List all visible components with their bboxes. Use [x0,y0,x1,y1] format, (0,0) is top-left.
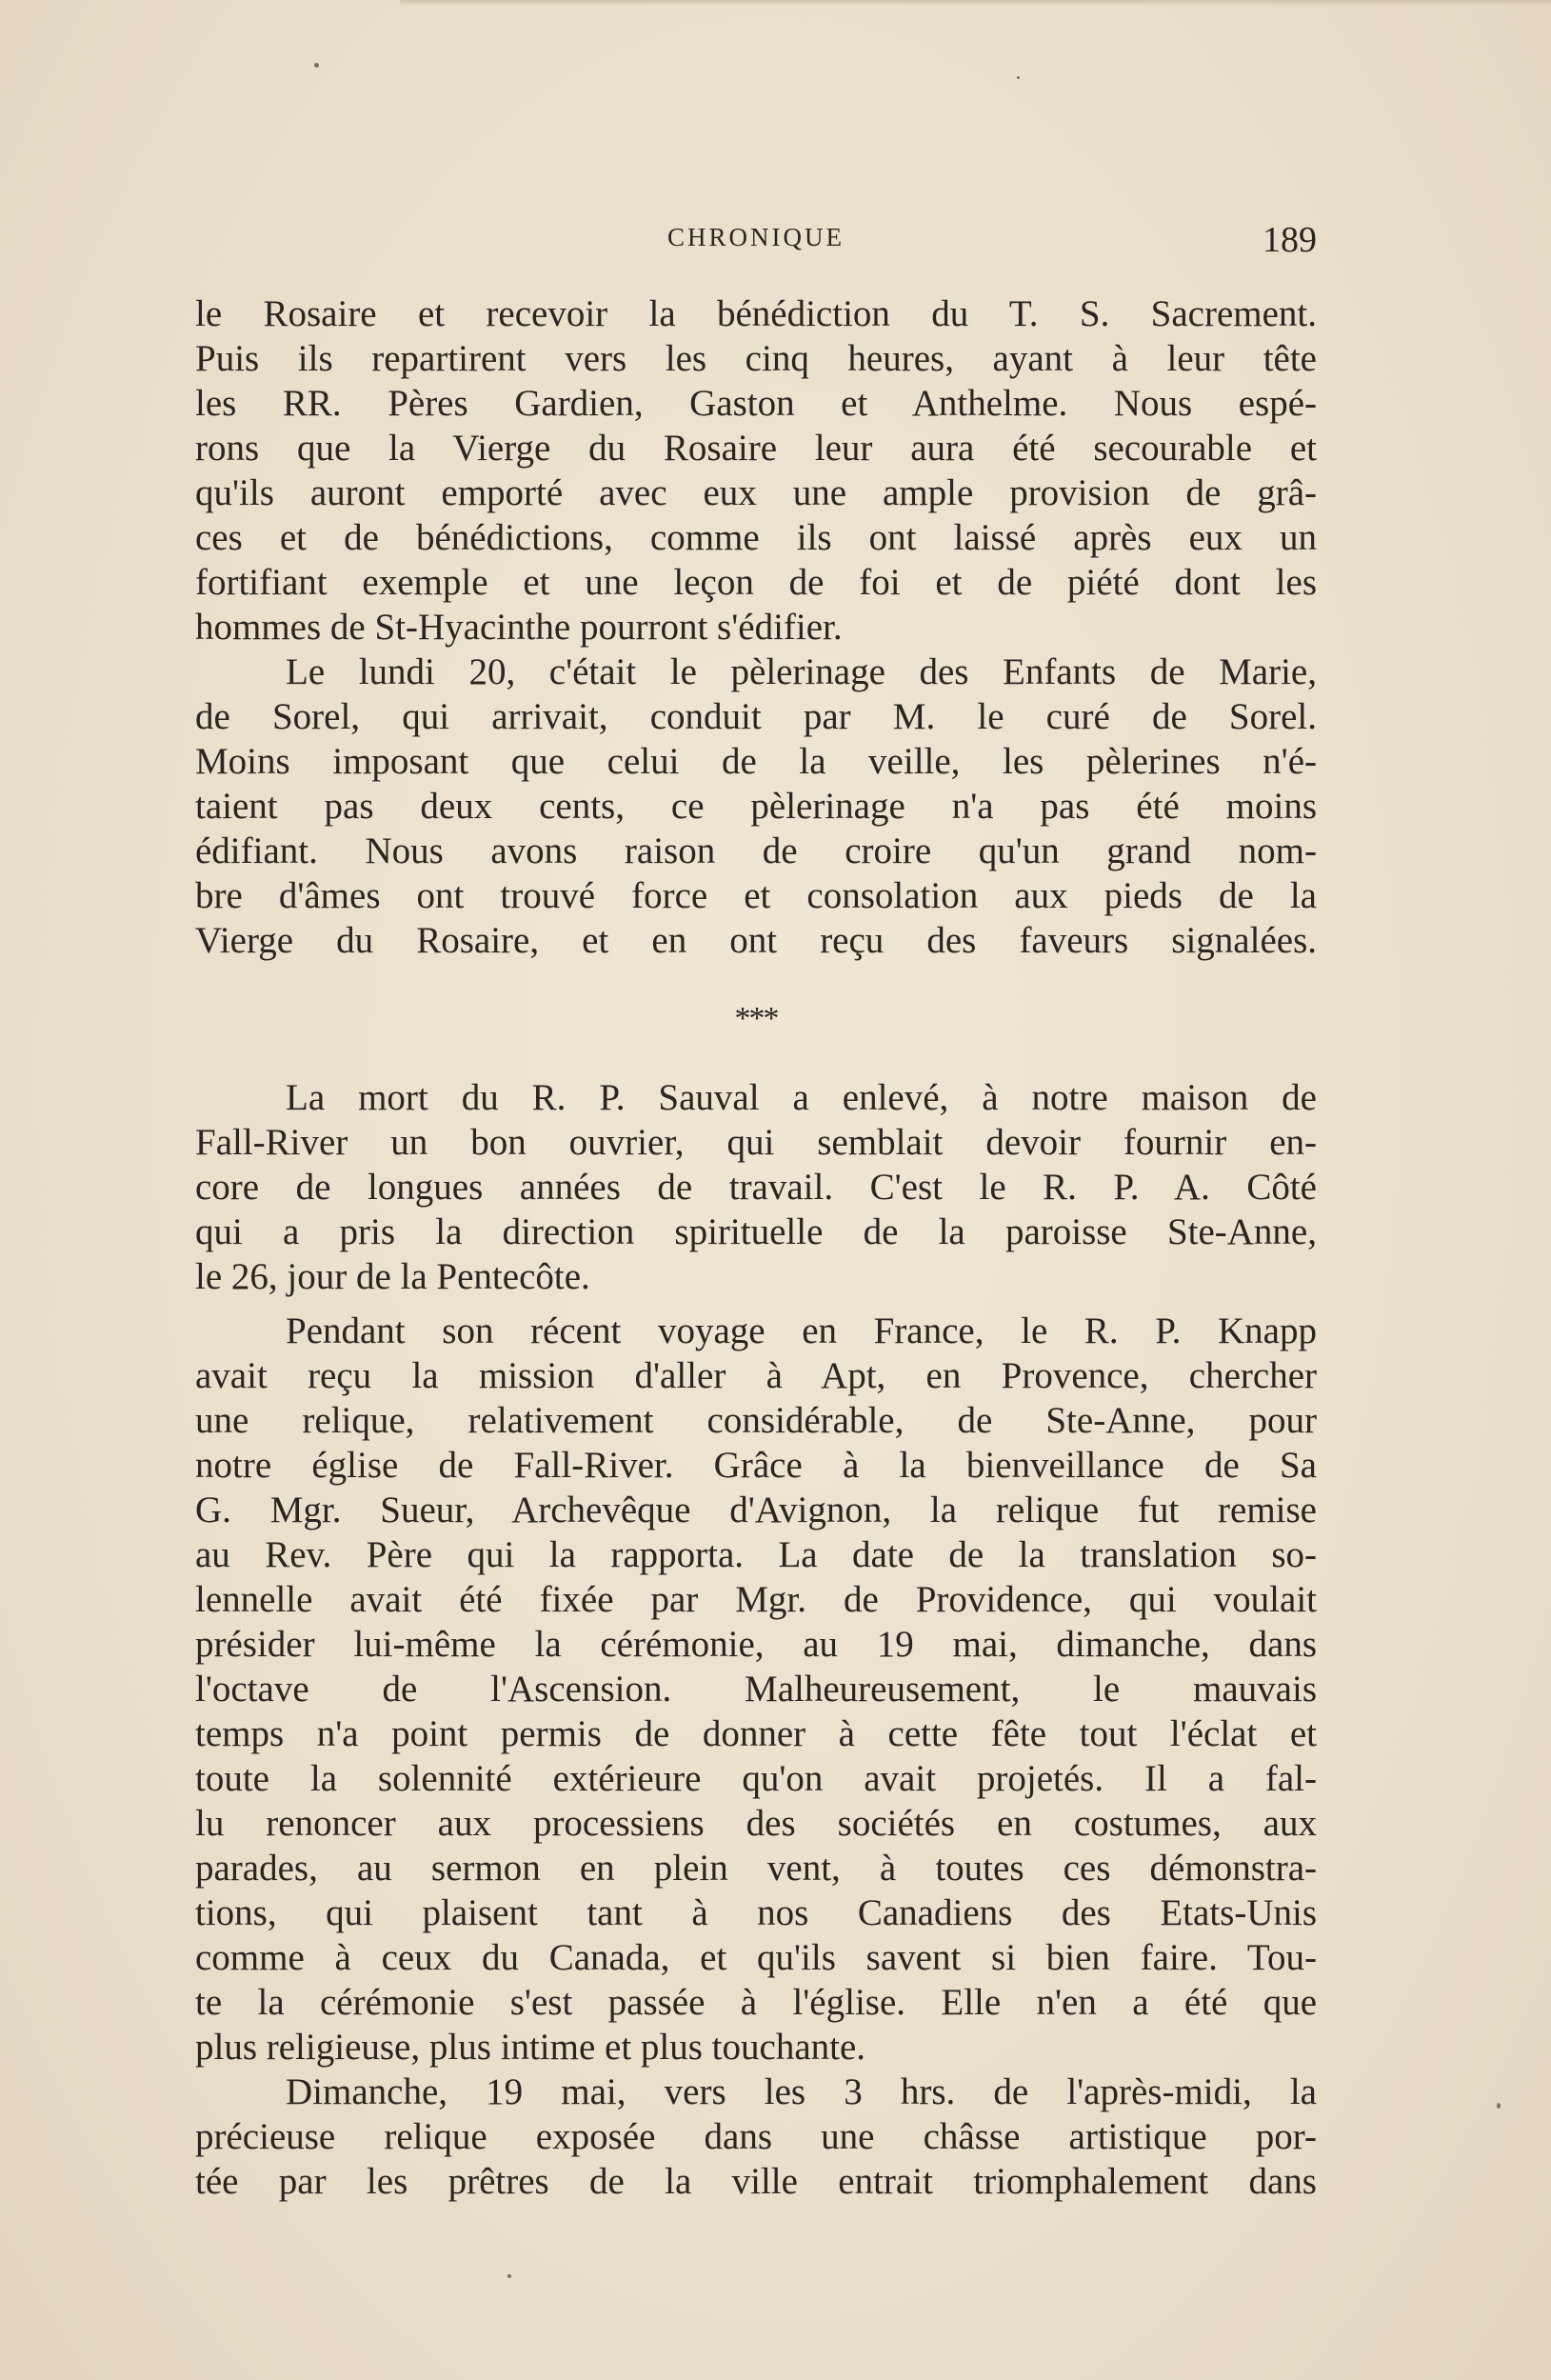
text-line: lu renoncer aux processiens des sociétés en costumes, aux [195,1803,1317,1844]
page-number: 189 [1263,220,1317,260]
text-line: notre église de Fall-River. Grâce à la bienveillance de Sa [195,1445,1317,1486]
section-separator: *** [734,1001,778,1036]
page-header [195,221,1317,259]
text-line: Moins imposant que celui de la veille, les pèlerines n'é- [195,741,1317,782]
ink-speck [1497,2103,1501,2109]
text-line: Puis ils repartirent vers les cinq heures, ayant à leur tête [195,338,1317,379]
paragraph-gap [195,1299,1317,1309]
text-line: plus religieuse, plus intime et plus touchante. [195,2027,866,2068]
text-line: une relique, relativement considérable, de Ste-Anne, pour [195,1400,1317,1441]
text-line: de Sorel, qui arrivait, conduit par M. le curé de Sorel. [195,696,1317,737]
text-line: au Rev. Père qui la rapporta. La date de la translation so- [195,1534,1317,1575]
ink-speck [1017,76,1020,79]
body-text [195,291,1317,2204]
text-line: Le lundi 20, c'était le pèlerinage des Enfants de Marie, [286,651,1317,692]
text-line: l'octave de l'Ascension. Malheureusement, le mauvais [195,1669,1317,1710]
text-line: fortifiant exemple et une leçon de foi et de piété dont les [195,562,1317,603]
text-line: G. Mgr. Sueur, Archevêque d'Avignon, la relique fut remise [195,1490,1317,1530]
text-line: toute la solennité extérieure qu'on avait projetés. Il a fal- [195,1758,1317,1799]
text-line: La mort du R. P. Sauval a enlevé, à notre maison de [286,1077,1317,1118]
text-line: le Rosaire et recevoir la bénédiction du T. S. Sacrement. [195,293,1317,334]
text-line: Vierge du Rosaire, et en ont reçu des faveurs signalées. [195,920,1317,961]
text-line: Fall-River un bon ouvrier, qui semblait devoir fournir en- [195,1122,1317,1163]
text-line: rons que la Vierge du Rosaire leur aura été secourable et [195,428,1317,469]
text-line: précieuse relique exposée dans une châsse artistique por- [195,2116,1317,2157]
text-line: lennelle avait été fixée par Mgr. de Providence, qui voulait [195,1579,1317,1620]
ink-speck [507,2274,511,2278]
text-line: te la cérémonie s'est passée à l'église. Elle n'en a été que [195,1982,1317,2023]
paragraph [195,650,1317,963]
text-line: comme à ceux du Canada, et qu'ils savent si bien faire. Tou- [195,1937,1317,1978]
text-line: ces et de bénédictions, comme ils ont laissé après eux un [195,517,1317,558]
text-line: le 26, jour de la Pentecôte. [195,1256,590,1297]
text-line: core de longues années de travail. C'est le R. P. A. Côté [195,1167,1317,1208]
text-line: parades, au sermon en plein vent, à toutes ces démonstra- [195,1848,1317,1889]
text-line: bre d'âmes ont trouvé force et consolation aux pieds de la [195,875,1317,916]
paragraph [195,1075,1317,1299]
text-line: Dimanche, 19 mai, vers les 3 hrs. de l'après-midi, la [286,2071,1317,2112]
text-line: taient pas deux cents, ce pèlerinage n'a pas été moins [195,786,1317,827]
text-line: tions, qui plaisent tant à nos Canadiens des Etats-Unis [195,1892,1317,1933]
text-line: les RR. Pères Gardien, Gaston et Anthelme. Nous espé- [195,383,1317,424]
running-head: CHRONIQUE [667,223,845,251]
text-line: présider lui-même la cérémonie, au 19 mai, dimanche, dans [195,1624,1317,1665]
text-line: tée par les prêtres de la ville entrait triomphalement dans [195,2161,1317,2202]
text-line: qui a pris la direction spirituelle de la paroisse Ste-Anne, [195,1211,1317,1252]
text-line: temps n'a point permis de donner à cette fête tout l'éclat et [195,1713,1317,1754]
text-line: hommes de St-Hyacinthe pourront s'édifier. [195,607,843,648]
text-line: avait reçu la mission d'aller à Apt, en Provence, chercher [195,1355,1317,1396]
text-line: Pendant son récent voyage en France, le R. P. Knapp [286,1310,1317,1351]
text-line: qu'ils auront emporté avec eux une ample provision de grâ- [195,472,1317,513]
paragraph [195,2070,1317,2204]
paragraph [195,291,1317,650]
paragraph [195,1309,1317,2070]
page-edge-shadow [400,0,1551,6]
text-line: édifiant. Nous avons raison de croire qu'un grand nom- [195,830,1317,871]
ink-speck [314,63,319,68]
